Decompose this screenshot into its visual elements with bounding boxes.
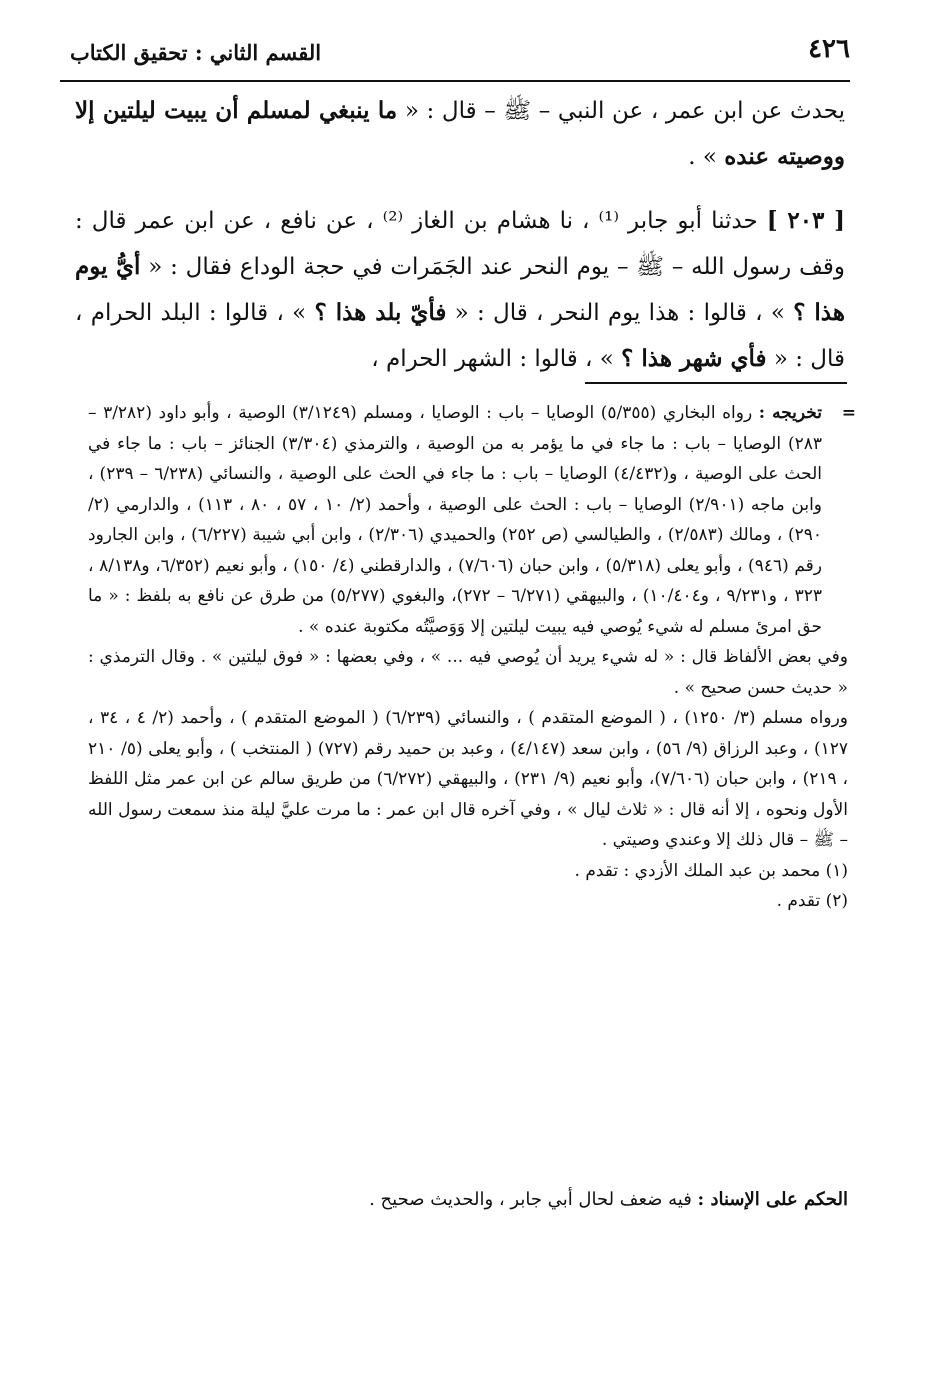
takhrij-paragraph — [88, 398, 856, 642]
page-number: ٤٢٦ — [808, 34, 850, 64]
hadith-paragraph — [75, 198, 845, 382]
page-header — [60, 32, 850, 82]
continuation-mark: = — [841, 403, 856, 423]
footnote-2: (٢) تقدم . — [776, 891, 848, 911]
footnotes — [88, 398, 856, 917]
takhrij-text: رواه البخاري (٥/٣٥٥) الوصايا – باب : الوصايا ، ومسلم (٣/١٢٤٩) الوصية ، وأبو داود (٣/٢٨٢ – ٢٨٣) الوصايا – باب : ما جاء في ما يؤمر به من الوصية ، والترمذي (٣/٣٠٤) الجنائز – باب : ما جاء في الحث على الوصية ، و(٤/٤٣٢) الوصايا – باب : ما جاء في الحث على الوصية ، والنسائي (٦/٢٣٨ – ٢٣٩) ، وابن ماجه (٢/٩٠١) الوصايا – باب : الحث على الوصية ، وأحمد (٢/ ١٠ ، ٥٧ ، ٨٠ ، ١١٣) ، والدارمي (٢/ ٢٩٠) ، ومالك (٢/٥٨٣) ، والطيالسي (ص ٢٥٢) والحميدي (٢/٣٠٦) ، وابن أبي شيبة (٦/٢٢٧) ، وابن الجارود رقم (٩٤٦) ، وأبو يعلى (٥/٣١٨) ، وابن حبان (٧/٦٠٦) ، والدارقطني (٤/ ١٥٠) ، وأبو نعيم (٦/٣٥٢، و٨/١٣٨ ، ٣٢٣ ، و٩/٢٣١ ، و١٠/٤٠٤) ، والبيهقي (٦/٢٧١ – ٢٧٢)، والبغوي (٥/٢٧٧) من طرق عن نافع به بلفظ : « ما حق امرئ مسلم له شيء يُوصي فيه يبيت ليلتين إلا وَوَصيَّتُه مكتوبة عنده » . — [88, 403, 823, 637]
hadith-bold-1: أيُّ يوم هذا ؟ — [75, 253, 845, 326]
isnad-ruling — [88, 1185, 848, 1215]
hadith-bold-3: فأي شهر هذا ؟ — [621, 345, 767, 372]
hadith-segment-4: » ، قالوا : الشهر الحرام ، — [371, 346, 622, 372]
hadith-segment-1: حدثنا أبو جابر ⁽¹⁾ ، نا هشام بن الغاز ⁽²⁾ ، عن نافع ، عن ابن عمر قال : وقف رسول الله – ﷺ – يوم النحر عند الجَمَرات في حجة الوداع فقال : « — [75, 208, 845, 280]
hadith-segment-3: » ، قالوا : البلد الحرام ، قال : « — [75, 300, 845, 372]
ruling-label: الحكم على الإسناد : — [697, 1189, 848, 1210]
continuation-intro: يحدث عن ابن عمر ، عن النبي – ﷺ – قال : « — [397, 98, 845, 124]
continuation-paragraph — [75, 88, 845, 180]
ruling-text: فيه ضعف لحال أبي جابر ، والحديث صحيح . — [369, 1189, 698, 1210]
salim-paragraph: ورواه مسلم (٣/ ١٢٥٠) ، ( الموضع المتقدم ) ، والنسائي (٦/٢٣٩) ( الموضع المتقدم ) ، وأحمد (٢/ ٤ ، ٣٤ ، ١٢٧) ، وعبد الرزاق (٩/ ٥٦) ، وابن سعد (٤/١٤٧) ، وعبد بن حميد رقم (٧٢٧) ( المنتخب ) ، وأبو يعلى (٥/ ٢١٠ ، ٢١٩) ، وابن حبان (٧/٦٠٦)، وأبو نعيم (٩/ ٢٣١) ، والبيهقي (٦/٢٧٢) من طريق سالم عن ابن عمر مثل اللفظ الأول ونحوه ، إلا أنه قال : « ثلاث ليال » ، وفي آخره قال ابن عمر : ما مرت عليَّ ليلة منذ سمعت رسول الله – ﷺ – قال ذلك إلا وعندي وصيتي . — [88, 708, 848, 850]
takhrij-label: تخريجه : — [758, 403, 822, 423]
prophetic-saying: ما ينبغي لمسلم أن يبيت ليلتين إلا ووصيته عنده — [75, 97, 845, 170]
hadith-segment-2: » ، قالوا : هذا يوم النحر ، قال : « — [446, 300, 794, 326]
running-title: القسم الثاني : تحقيق الكتاب — [70, 40, 322, 65]
footnote-1: (١) محمد بن عبد الملك الأزدي : تقدم . — [574, 860, 848, 881]
footnote-divider — [585, 382, 847, 384]
hadith-number: [ ٢٠٣ ] — [766, 207, 846, 234]
continuation-outro: » . — [688, 144, 725, 170]
variants-paragraph: وفي بعض الألفاظ قال : « له شيء يريد أن يُوصي فيه ... » ، وفي بعضها : « فوق ليلتين » . وقال الترمذي : « حديث حسن صحيح » . — [88, 647, 848, 698]
hadith-bold-2: فأيّ بلد هذا ؟ — [314, 299, 447, 326]
main-text — [75, 88, 845, 382]
